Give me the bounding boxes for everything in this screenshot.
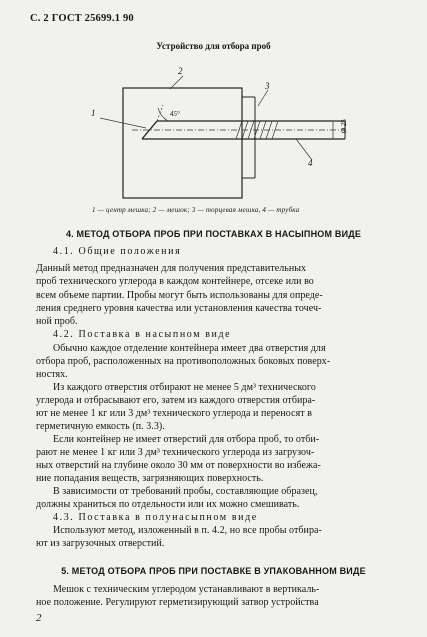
callout-4: 4 <box>308 158 313 168</box>
diameter-label: Ø 25 <box>340 119 348 133</box>
text-line: всем объеме партии. Пробы могут быть использованы для опреде- <box>36 290 323 301</box>
text-line: Мешок с техническим углеродом устанавливают в вертикаль- <box>53 584 320 595</box>
section-4-title: 4. МЕТОД ОТБОРА ПРОБ ПРИ ПОСТАВКАХ В НАСЫПНОМ ВИДЕ <box>65 229 362 239</box>
text-line: Используют метод, изложенный в п. 4.2, но все пробы отбира- <box>53 525 322 536</box>
text-line: проб технического углерода в каждом контейнере, отсеке или во <box>36 276 314 287</box>
bag-outline <box>123 88 242 198</box>
callout-3-leader <box>258 90 268 106</box>
callout-1: 1 <box>91 108 96 118</box>
text-line: рают не менее 1 кг или 3 дм³ технического углерода из загрузоч- <box>36 447 315 458</box>
callout-2-leader <box>170 76 183 89</box>
text-line: ных отверстий на глубине около 30 мм от поверхности во избежа- <box>36 460 321 471</box>
text-line: ной проб. <box>36 316 78 327</box>
section-5-title: 5. МЕТОД ОТБОРА ПРОБ ПРИ ПОСТАВКЕ В УПАКОВАННОМ ВИДЕ <box>61 566 366 576</box>
text-line: ют не менее 1 кг или 3 дм³ технического углерода и переносят в <box>36 408 312 419</box>
subsection-4-3-title: 4.3. Поставка в полунасыпном виде <box>53 512 258 523</box>
text-line: ние попадания веществ, загрязняющих поверхность. <box>36 473 264 484</box>
angle-label: 45° <box>170 110 180 118</box>
text-line: Если контейнер не имеет отверстий для отбора проб, то отби- <box>53 434 320 445</box>
sampling-device-diagram <box>0 0 427 230</box>
text-line: Из каждого отверстия отбирают не менее 5 дм³ технического <box>53 382 316 393</box>
text-line: ют из загрузочных отверстий. <box>36 538 165 549</box>
callout-3: 3 <box>265 81 270 91</box>
text-line: ления среднего уровня качества или установления качества точеч- <box>36 303 322 314</box>
text-line: ное положение. Регулируют герметизирующий затвор устройства <box>36 597 319 608</box>
subsection-4-1-title: 4.1. Общие положения <box>53 246 182 257</box>
subsection-4-2-title: 4.2. Поставка в насыпном виде <box>53 329 232 340</box>
text-line: Данный метод предназначен для получения представительных <box>36 263 307 274</box>
page-header: С. 2 ГОСТ 25699.1 90 <box>30 13 134 24</box>
text-line: герметичную емкость (п. 3.3). <box>36 421 165 432</box>
page-number: 2 <box>36 612 42 624</box>
text-line: углерода и отбрасывают его, затем из каждого отверстия отбира- <box>36 395 316 406</box>
callout-4-leader <box>296 139 312 160</box>
figure-title: Устройство для отбора проб <box>156 41 271 51</box>
text-line: отбора проб, расположенных на противоположных боковых поверх- <box>36 356 331 367</box>
text-line: Обычно каждое отделение контейнера имеет два отверстия для <box>53 343 326 354</box>
text-line: В зависимости от требований пробы, составляющие образец, <box>53 486 318 497</box>
figure-caption: 1 — центр мешка; 2 — мешок; 3 — торцевая мешка, 4 — трубка <box>92 206 300 214</box>
text-line: должны храниться по отдельности или их можно смешивать. <box>36 499 300 510</box>
callout-2: 2 <box>178 66 183 76</box>
text-line: ностях. <box>36 369 68 380</box>
